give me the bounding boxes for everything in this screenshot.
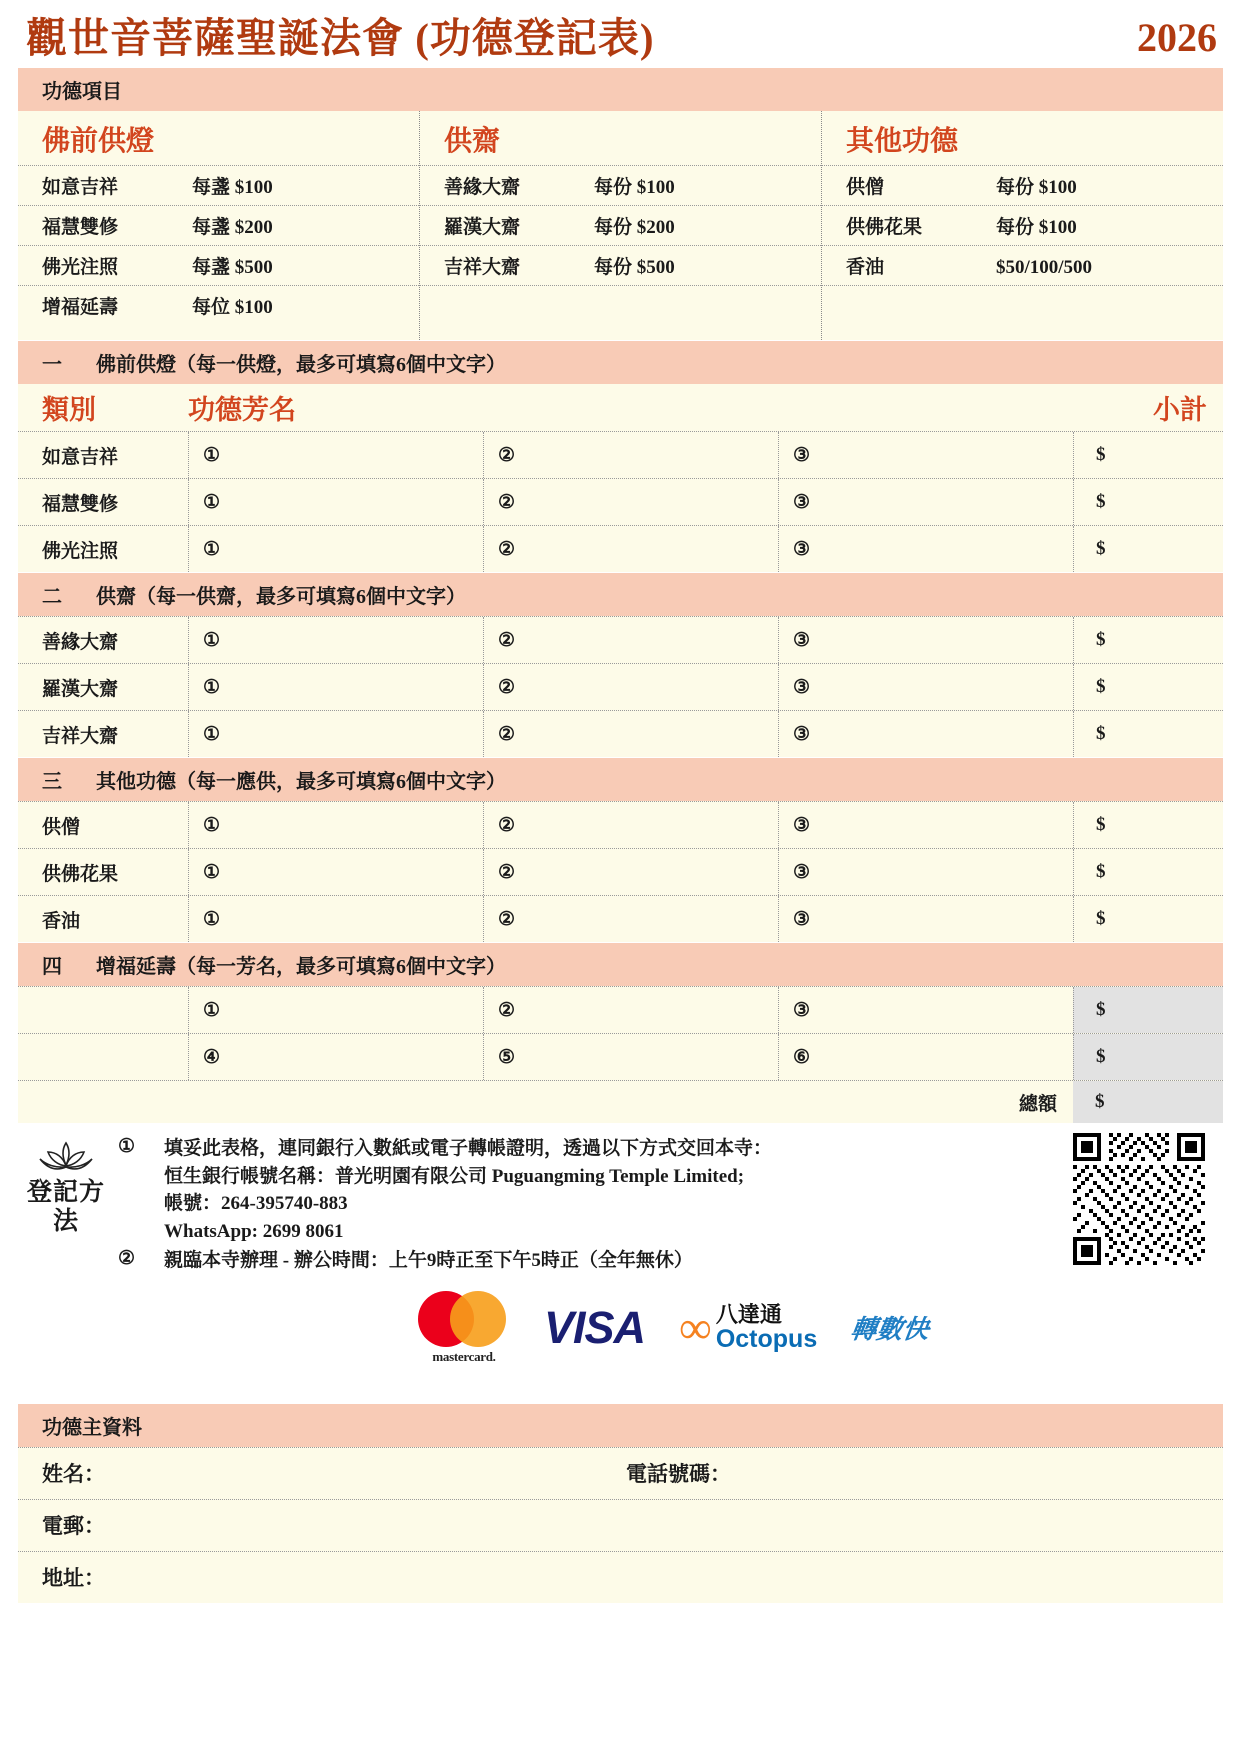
mastercard-icon — [418, 1291, 510, 1347]
registration-marker-1: ① — [118, 1136, 136, 1157]
price-row — [420, 205, 821, 245]
page-title: 觀世音菩薩聖誕法會 (功德登記表) — [26, 14, 655, 61]
registration-line: 填妥此表格，連同銀行入數紙或電子轉帳證明，透過以下方式交回本寺： — [164, 1138, 773, 1159]
section-2-number: 二 — [42, 586, 62, 608]
name-field-1[interactable]: ① — [188, 802, 483, 848]
subtotal-field[interactable]: $ — [1073, 849, 1223, 895]
donor-row-address — [18, 1551, 1223, 1603]
registration-item-2-lines — [164, 1247, 693, 1275]
price-row — [420, 165, 821, 205]
registration-line: 恒生銀行帳號名稱：普光明園有限公司 Puguangming Temple Limited; — [164, 1165, 745, 1187]
name-field-3[interactable]: ③ — [778, 711, 1073, 757]
row-category: 福慧雙修 — [42, 493, 119, 515]
name-field-3[interactable]: ③ — [778, 987, 1073, 1033]
price-item-amount: $50/100/500 — [996, 257, 1093, 278]
price-row — [822, 205, 1223, 245]
section-1-number: 一 — [42, 354, 62, 376]
total-label: 總額 — [1018, 1093, 1057, 1115]
total-row — [18, 1080, 1223, 1123]
name-field-1[interactable]: ① — [188, 896, 483, 942]
registration-line: 親臨本寺辦理 - 辦公時間：上午9時正至下午5時正（全年無休） — [164, 1250, 693, 1272]
subtotal-field[interactable]: $ — [1073, 664, 1223, 710]
octopus-label-cn: 八達通 — [715, 1302, 782, 1328]
registration-title-block — [18, 1135, 114, 1365]
qr-code — [1073, 1133, 1205, 1265]
octopus-logo — [679, 1303, 817, 1352]
donor-phone-label: 電話號碼： — [626, 1462, 731, 1487]
entry-table-header — [18, 384, 1223, 431]
name-field-2[interactable]: ② — [483, 849, 778, 895]
name-field-1[interactable]: ① — [188, 711, 483, 757]
subtotal-field[interactable]: $ — [1073, 987, 1223, 1033]
name-field-2[interactable]: ② — [483, 432, 778, 478]
price-column-other — [821, 111, 1223, 340]
section-1-band — [18, 340, 1223, 384]
row-category: 善緣大齋 — [42, 631, 119, 653]
row-category: 羅漢大齋 — [42, 678, 119, 700]
price-item-amount: 每份 $100 — [996, 177, 1077, 198]
table-row — [18, 848, 1223, 895]
donor-row-email — [18, 1499, 1223, 1551]
donor-row-name — [18, 1447, 1223, 1499]
name-field-2[interactable]: ② — [483, 617, 778, 663]
octopus-icon: ∞ — [679, 1301, 712, 1353]
price-row — [420, 245, 821, 285]
visa-logo: VISA — [544, 1301, 646, 1353]
price-item-name: 如意吉祥 — [42, 177, 119, 198]
registration-item-1-lines — [164, 1135, 772, 1245]
name-field-2[interactable]: ② — [483, 711, 778, 757]
row-category: 供佛花果 — [42, 863, 119, 885]
registration-line: WhatsApp: 2699 8061 — [164, 1220, 344, 1242]
price-item-amount: 每盞 $500 — [192, 257, 273, 278]
donor-name-label: 姓名： — [42, 1462, 105, 1487]
table-row — [18, 801, 1223, 848]
table-row — [18, 710, 1223, 757]
price-item-name: 供僧 — [846, 177, 885, 198]
subtotal-field[interactable]: $ — [1073, 479, 1223, 525]
section-1-title: 佛前供燈（每一供燈，最多可填寫6個中文字） — [96, 354, 506, 376]
section-4-title: 增福延壽（每一芳名，最多可填寫6個中文字） — [96, 956, 506, 978]
lotus-icon — [38, 1139, 94, 1173]
row-category: 佛光注照 — [42, 540, 119, 562]
subtotal-field[interactable]: $ — [1073, 617, 1223, 663]
table-row — [18, 663, 1223, 710]
section-2-band — [18, 572, 1223, 616]
registration-line: 帳號：264-395740-883 — [164, 1193, 348, 1215]
name-field-3[interactable]: ③ — [778, 664, 1073, 710]
subtotal-field[interactable]: $ — [1073, 711, 1223, 757]
price-row — [18, 245, 419, 285]
section-4-number: 四 — [42, 956, 62, 978]
price-item-amount: 每份 $100 — [594, 177, 675, 198]
price-row — [18, 285, 419, 325]
name-field-4[interactable]: ④ — [188, 1034, 483, 1080]
price-column-title: 供齋 — [444, 126, 501, 157]
name-field-1[interactable]: ① — [188, 664, 483, 710]
fps-logo: 轉數快 — [848, 1315, 932, 1345]
price-item-name: 供佛花果 — [846, 217, 923, 238]
price-column-lamps — [18, 111, 419, 340]
price-item-name: 香油 — [846, 257, 885, 278]
price-item-name: 佛光注照 — [42, 257, 119, 278]
section-3-number: 三 — [42, 771, 62, 793]
name-field-6[interactable]: ⑥ — [778, 1034, 1073, 1080]
name-field-2[interactable]: ② — [483, 526, 778, 572]
price-item-name: 吉祥大齋 — [444, 257, 521, 278]
price-row — [822, 245, 1223, 285]
name-field-3[interactable]: ③ — [778, 432, 1073, 478]
price-row — [18, 205, 419, 245]
subtotal-field[interactable]: $ — [1073, 432, 1223, 478]
name-field-3[interactable]: ③ — [778, 617, 1073, 663]
price-item-amount: 每份 $500 — [594, 257, 675, 278]
price-item-amount: 每位 $100 — [192, 297, 273, 318]
name-field-1[interactable]: ① — [188, 432, 483, 478]
octopus-text — [716, 1303, 817, 1352]
price-row — [822, 165, 1223, 205]
name-field-2[interactable]: ② — [483, 802, 778, 848]
header-names: 功德芳名 — [188, 395, 296, 425]
name-field-2[interactable]: ② — [483, 479, 778, 525]
price-item-amount: 每盞 $200 — [192, 217, 273, 238]
subtotal-field[interactable]: $ — [1073, 802, 1223, 848]
name-field-2[interactable]: ② — [483, 896, 778, 942]
header-category: 類別 — [42, 395, 96, 425]
registration-marker-2: ② — [118, 1248, 136, 1270]
total-value-field[interactable]: $ — [1073, 1081, 1223, 1123]
price-row-empty — [420, 285, 821, 336]
price-row — [18, 165, 419, 205]
registration-item-2 — [118, 1247, 1223, 1275]
mastercard-logo — [418, 1291, 510, 1365]
table-row — [18, 431, 1223, 478]
donor-email-label: 電郵： — [42, 1514, 105, 1539]
name-field-5[interactable]: ⑤ — [483, 1034, 778, 1080]
name-field-3[interactable]: ③ — [778, 849, 1073, 895]
subtotal-field[interactable]: $ — [1073, 896, 1223, 942]
row-category: 吉祥大齋 — [42, 725, 119, 747]
price-item-name: 善緣大齋 — [444, 177, 521, 198]
payment-logos — [118, 1277, 1223, 1365]
page-header — [18, 10, 1223, 67]
row-category: 供僧 — [42, 816, 81, 838]
price-item-amount: 每份 $100 — [996, 217, 1077, 238]
name-field-3[interactable]: ③ — [778, 802, 1073, 848]
price-column-meals — [419, 111, 821, 340]
price-item-name: 增福延壽 — [42, 297, 119, 318]
price-item-name: 羅漢大齋 — [444, 217, 521, 238]
mastercard-label: mastercard. — [432, 1348, 496, 1364]
price-row-empty — [822, 285, 1223, 336]
name-field-1[interactable]: ① — [188, 849, 483, 895]
name-field-1[interactable]: ① — [188, 617, 483, 663]
items-band: 功德項目 — [18, 67, 1223, 111]
price-table — [18, 111, 1223, 340]
price-item-amount: 每份 $200 — [594, 217, 675, 238]
table-row — [18, 525, 1223, 572]
donor-info-table — [18, 1447, 1223, 1603]
price-column-title: 其他功德 — [846, 126, 959, 157]
registration-vertical-title: 登記方法 — [26, 1179, 105, 1235]
table-row — [18, 986, 1223, 1033]
price-item-amount: 每盞 $100 — [192, 177, 273, 198]
table-row — [18, 1033, 1223, 1080]
row-category: 香油 — [42, 910, 81, 932]
name-field-3[interactable]: ③ — [778, 479, 1073, 525]
section-4-band — [18, 942, 1223, 986]
name-field-2[interactable]: ② — [483, 987, 778, 1033]
donor-band: 功德主資料 — [18, 1403, 1223, 1447]
name-field-2[interactable]: ② — [483, 664, 778, 710]
registration-item-1 — [118, 1135, 1223, 1245]
table-row — [18, 895, 1223, 942]
registration-body — [114, 1135, 1223, 1365]
page-year: 2026 — [1137, 15, 1217, 60]
price-item-name: 福慧雙修 — [42, 217, 119, 238]
name-field-1[interactable]: ① — [188, 987, 483, 1033]
name-field-1[interactable]: ① — [188, 526, 483, 572]
table-row — [18, 478, 1223, 525]
section-3-title: 其他功德（每一應供，最多可填寫6個中文字） — [96, 771, 506, 793]
row-category: 如意吉祥 — [42, 446, 119, 468]
name-field-3[interactable]: ③ — [778, 526, 1073, 572]
section-spacer — [18, 1369, 1223, 1403]
donor-address-label: 地址： — [42, 1566, 105, 1591]
name-field-1[interactable]: ① — [188, 479, 483, 525]
table-row — [18, 616, 1223, 663]
price-column-title: 佛前供燈 — [42, 126, 155, 157]
octopus-label-en: Octopus — [715, 1325, 818, 1354]
name-field-3[interactable]: ③ — [778, 896, 1073, 942]
section-3-band — [18, 757, 1223, 801]
subtotal-field[interactable]: $ — [1073, 526, 1223, 572]
section-2-title: 供齋（每一供齋，最多可填寫6個中文字） — [96, 586, 466, 608]
header-subtotal: 小計 — [1153, 395, 1207, 425]
registration-section — [18, 1123, 1223, 1369]
subtotal-field[interactable]: $ — [1073, 1034, 1223, 1080]
